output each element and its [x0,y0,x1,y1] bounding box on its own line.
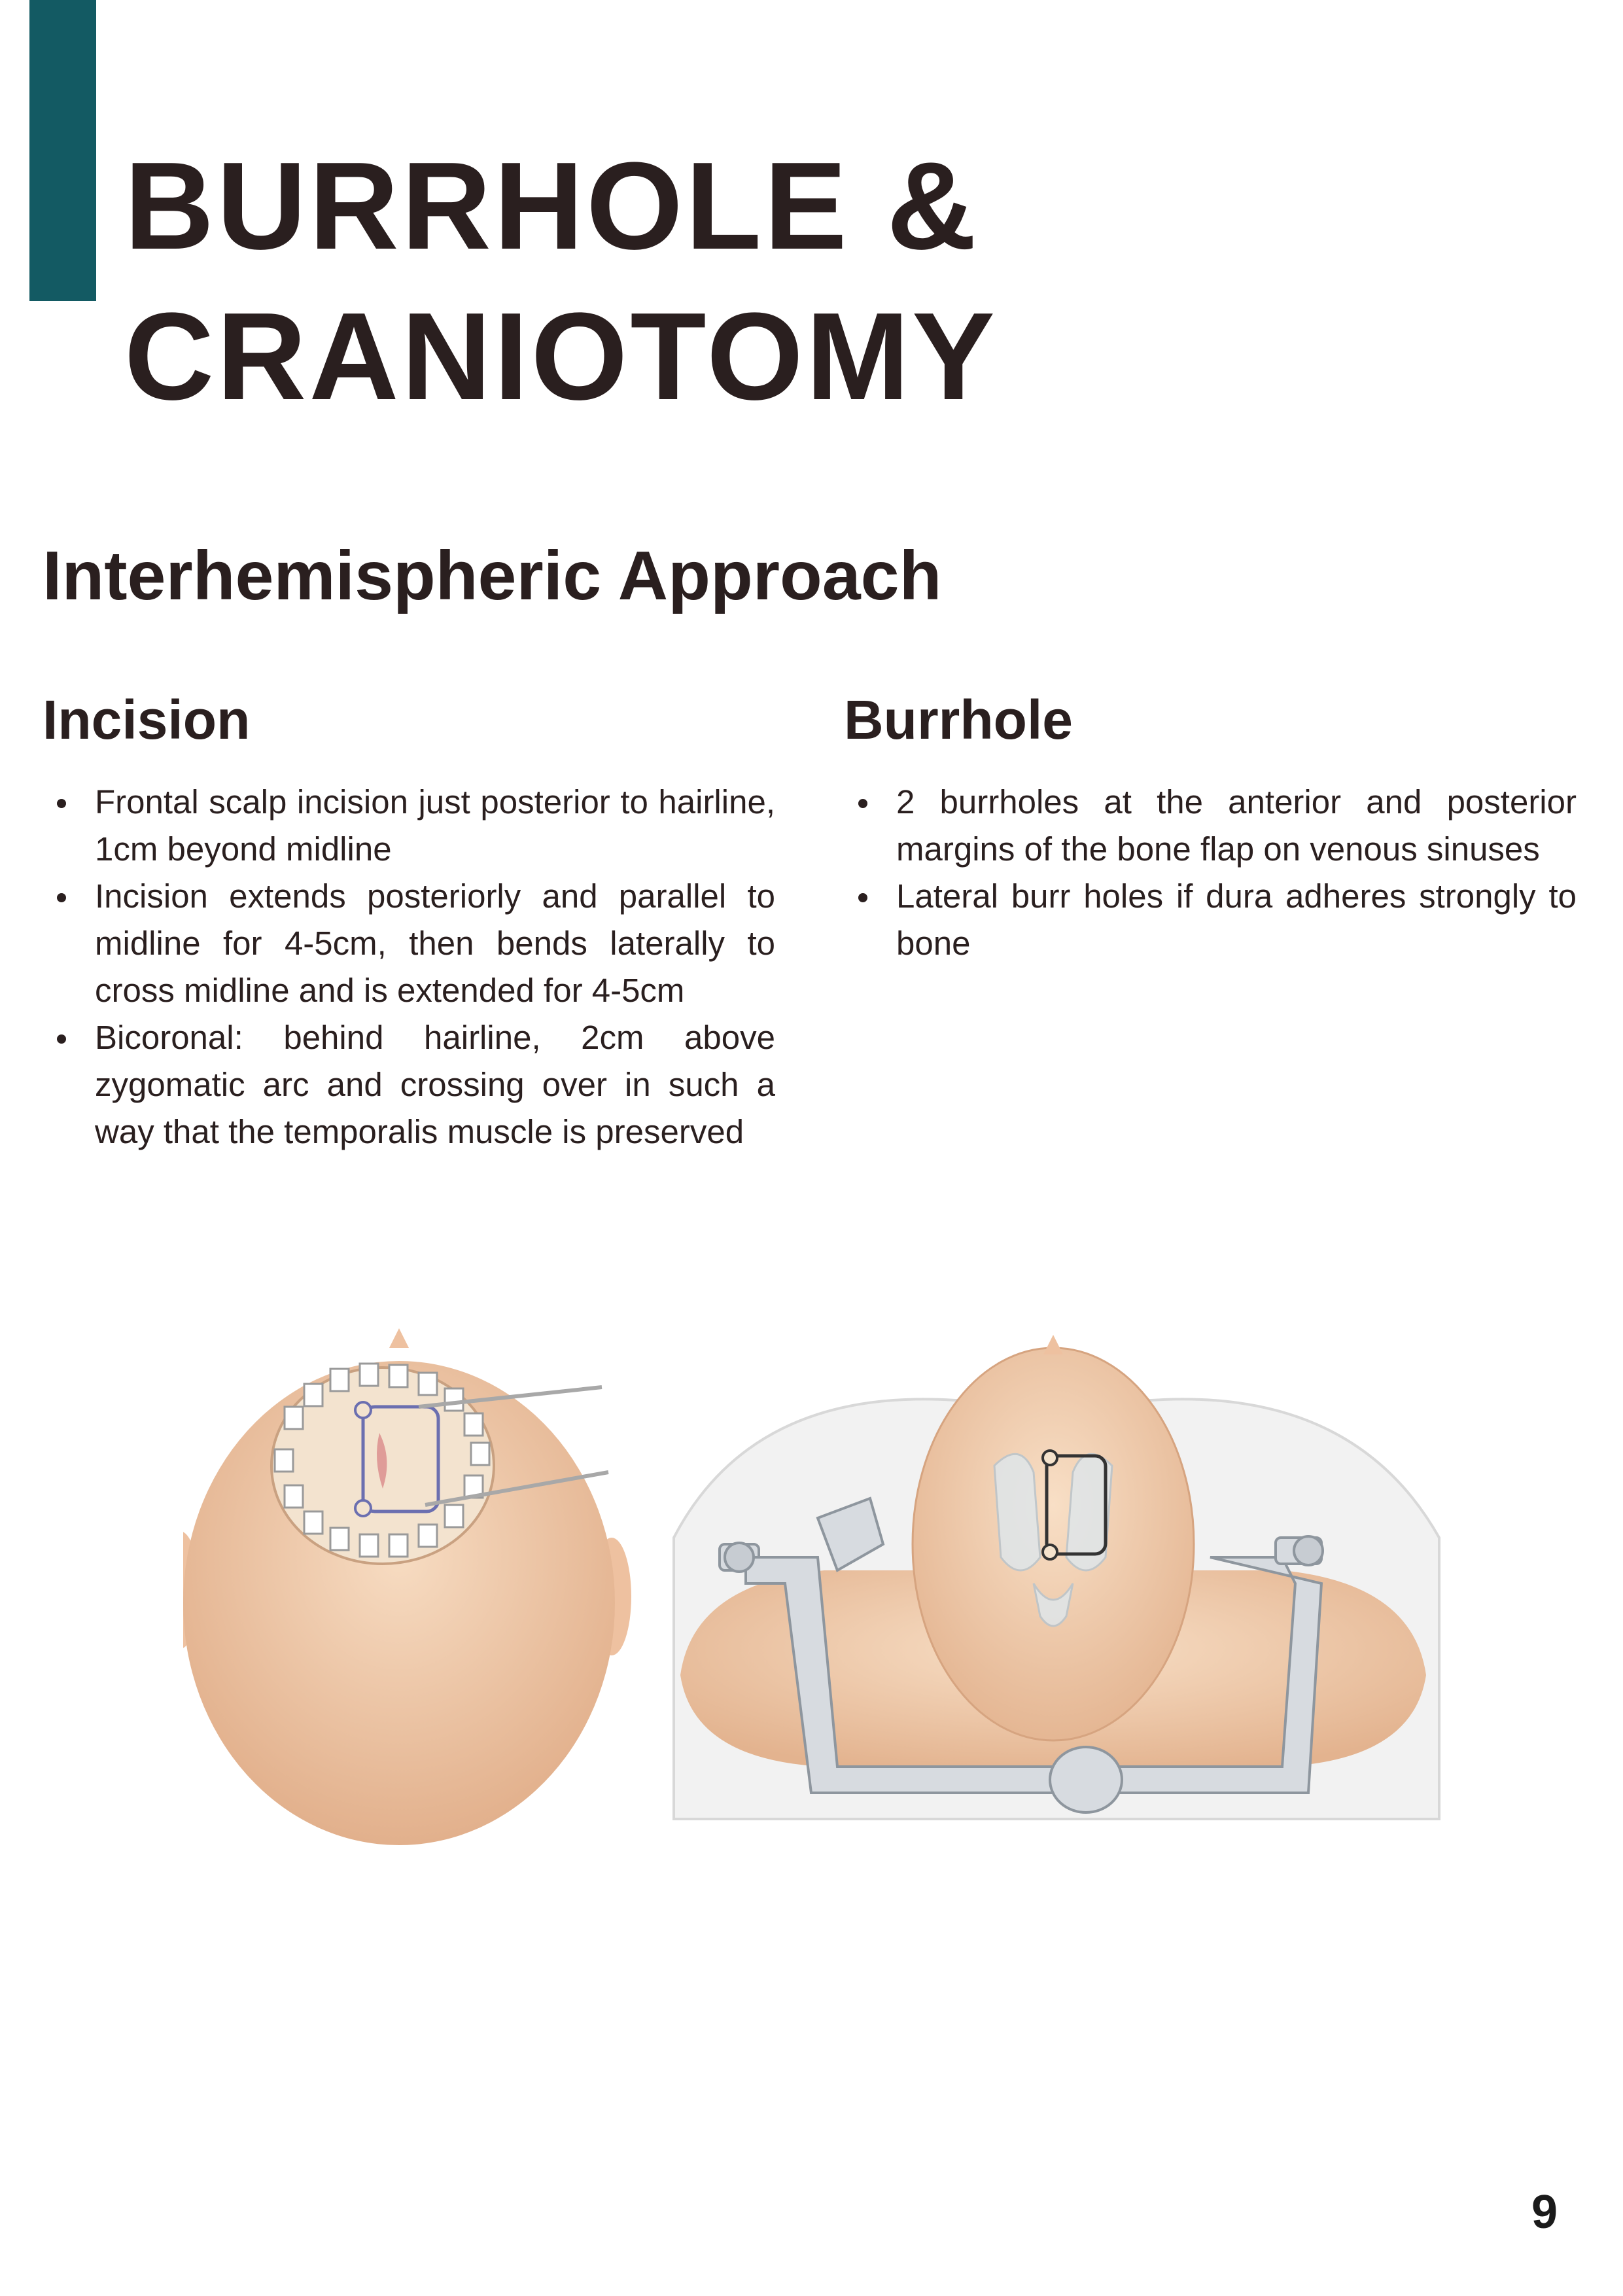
nose [1043,1335,1063,1354]
burrhole-bullet: Lateral burr holes if dura adheres strongly to bone [844,873,1577,967]
accent-bar [29,0,96,301]
burrhole-marker [355,1402,371,1418]
burrhole-column [844,687,1577,967]
section-title: Interhemispheric Approach [43,537,942,614]
burrhole-list [844,779,1577,967]
positioning-illustration [654,1309,1452,1845]
nose [389,1328,409,1348]
incision-heading: Incision [43,689,251,751]
pin-knob [1294,1536,1323,1565]
incision-illustration [183,1309,641,1845]
page-title [124,131,998,432]
title-line-2: CRANIOTOMY [124,287,998,426]
burrhole-bullet: 2 burrholes at the anterior and posterior margins of the bone flap on venous sinuses [844,779,1577,873]
title-line-1: BURRHOLE & [124,137,979,275]
burrhole-marker [1043,1451,1057,1465]
illustrations [183,1309,1446,1845]
incision-column [43,687,775,1156]
incision-bullet: Frontal scalp incision just posterior to hairline, 1cm beyond midline [43,779,775,873]
burrhole-marker [355,1500,371,1516]
burrhole-marker [1043,1545,1057,1559]
incision-bullet: Bicoronal: behind hairline, 2cm above zygomatic arc and crossing over in such a way that the temporalis muscle is preserved [43,1014,775,1156]
incision-bullet: Incision extends posteriorly and parallel to midline for 4-5cm, then bends laterally to cross midline and is extended for 4-5cm [43,873,775,1014]
incision-list [43,779,775,1156]
pin-knob [725,1543,754,1572]
page-number: 9 [1531,2186,1558,2238]
burrhole-heading: Burrhole [844,689,1073,751]
